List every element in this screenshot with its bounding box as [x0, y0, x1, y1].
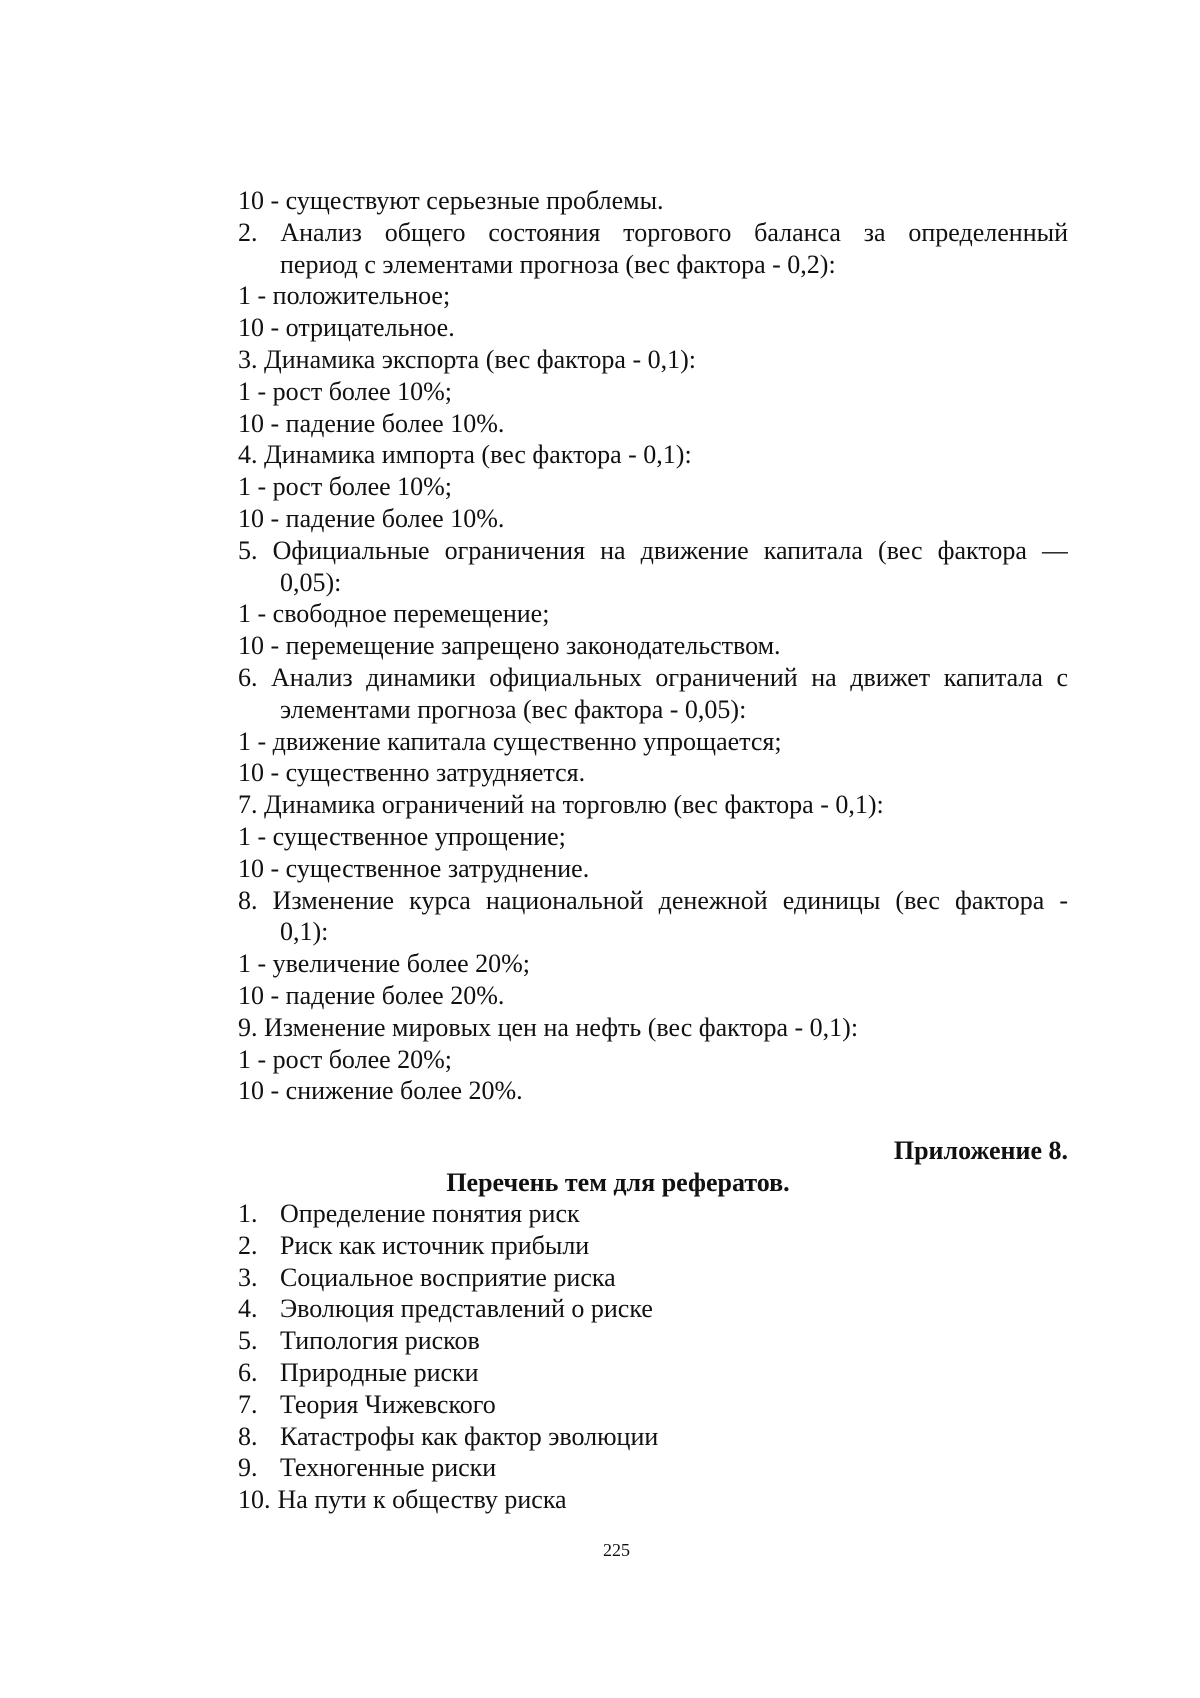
list-item [238, 1198, 1068, 1230]
text-line: элементами прогноза (вес фактора - 0,05): [280, 694, 747, 724]
text-line: 10 - существенное затруднение. [238, 853, 590, 883]
list-item-text: Типология рисков [280, 1326, 480, 1356]
text-line: 4. Динамика импорта (вес фактора - 0,1): [238, 440, 692, 470]
text-line: 10 - существуют серьезные проблемы. [238, 186, 664, 215]
list-item-number: 10. [238, 1485, 271, 1515]
text-line: 1 - положительное; [238, 281, 451, 311]
list-item [238, 1452, 1068, 1484]
text-line: 8. Изменение курса национальной денежной единицы (вес фактора - [238, 885, 1068, 915]
list-item-number: 1. [238, 1199, 258, 1228]
list-item [238, 1484, 1068, 1516]
text-line: 2. Анализ общего состояния торгового баланса за определенный [238, 217, 1068, 247]
list-item-text: Эволюция представлений о риске [280, 1294, 653, 1324]
text-line: 7. Динамика ограничений на торговлю (вес фактора - 0,1): [238, 790, 884, 820]
page-number: 225 [603, 1540, 630, 1560]
text-line: 5. Официальные ограничения на движение капитала (вес фактора — [238, 535, 1068, 565]
list-item [238, 1262, 1068, 1294]
text-line: 0,05): [280, 567, 342, 597]
text-line: 10 - перемещение запрещено законодательством. [238, 631, 781, 661]
topics-list [238, 1198, 1068, 1516]
list-item-text: Риск как источник прибыли [280, 1230, 590, 1260]
text-line: 10 - отрицательное. [238, 313, 455, 343]
list-item [238, 1230, 1068, 1262]
list-item [238, 1389, 1068, 1421]
list-item-text: Определение понятия риск [280, 1199, 580, 1228]
list-item-number: 5. [238, 1326, 258, 1356]
list-item [238, 1357, 1068, 1389]
list-item-number: 9. [238, 1453, 258, 1483]
text-line: 9. Изменение мировых цен на нефть (вес фактора - 0,1): [238, 1012, 859, 1042]
text-line: 1 - движение капитала существенно упрощается; [238, 726, 782, 756]
text-line: 10 - существенно затрудняется. [238, 758, 586, 788]
list-item-text: На пути к обществу риска [277, 1485, 567, 1515]
list-item-number: 4. [238, 1294, 258, 1324]
text-line: период с элементами прогноза (вес фактора - 0,2): [280, 249, 836, 279]
list-item-number: 6. [238, 1357, 258, 1387]
text-line: 0,1): [280, 917, 329, 947]
text-line: 10 - падение более 20%. [238, 980, 505, 1010]
text-line: 10 - снижение более 20%. [238, 1076, 523, 1106]
list-item-text: Социальное восприятие риска [280, 1262, 616, 1292]
list-item-number: 2. [238, 1230, 258, 1260]
text-line: 1 - рост более 10%; [238, 376, 453, 406]
list-item-number: 3. [238, 1262, 258, 1292]
list-item-number: 7. [238, 1389, 258, 1419]
list-item-text: Катастрофы как фактор эволюции [280, 1421, 659, 1451]
text-line: 1 - рост более 10%; [238, 472, 453, 502]
text-line: 10 - падение более 10%. [238, 503, 505, 533]
list-item-number: 8. [238, 1421, 258, 1451]
appendix-title: Перечень тем для рефератов. [446, 1168, 790, 1197]
list-item [238, 1325, 1068, 1357]
text-line: 3. Динамика экспорта (вес фактора - 0,1): [238, 344, 697, 374]
text-line: 1 - рост более 20%; [238, 1044, 453, 1074]
list-item [238, 1421, 1068, 1453]
list-item-text: Теория Чижевского [280, 1389, 496, 1419]
criteria-list [238, 185, 1068, 1107]
list-item-text: Техногенные риски [280, 1453, 497, 1483]
text-line: 6. Анализ динамики официальных ограничений на движет капитала с [238, 662, 1068, 692]
list-item [238, 1293, 1068, 1325]
list-item-text: Природные риски [280, 1357, 479, 1387]
text-line: 1 - свободное перемещение; [238, 599, 550, 629]
appendix-label: Приложение 8. [893, 1136, 1068, 1165]
text-line: 1 - увеличение более 20%; [238, 949, 531, 979]
text-line: 10 - падение более 10%. [238, 408, 505, 438]
text-line: 1 - существенное упрощение; [238, 821, 566, 851]
